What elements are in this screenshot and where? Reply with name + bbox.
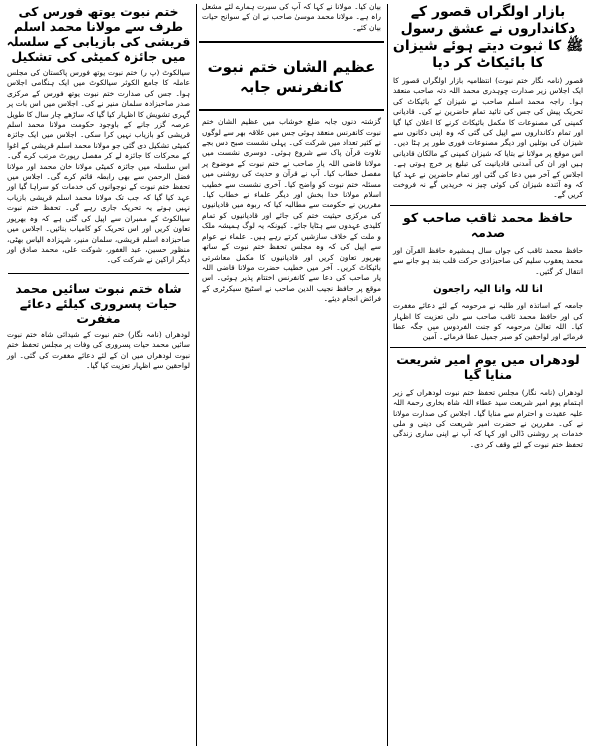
middle-column — [199, 0, 384, 750]
conference-headline: عظیم الشان ختم نبوت کانفرنس جابہ — [207, 58, 376, 97]
prayer-headline: شاہ ختم نبوت سائیں محمد حیات پسروری کیلئے دعائے مغفرت — [15, 280, 182, 326]
column-rule — [196, 4, 197, 746]
youth-force-headline: ختم نبوت یوتھ فورس کی طرف سے مولانا محمد اسلم قریشی کی بازیابی کے سلسلہ میں جائزہ کمیٹی کی تشکیل — [6, 4, 191, 64]
article-body: جامعہ کے اساتذہ اور طلبہ نے مرحومہ کے لئے دعائے مغفرت کی اور حافظ محمد ثاقب صاحب سے دلی تعزیت کا اظہار کیا۔ اللہ تعالیٰ مرحومہ کو جنت الفردوس میں جگہ عطا فرمائے اور لواحقین کو صبر جمیل عطا فرمائے۔ آمین — [393, 301, 583, 342]
column-rule — [387, 4, 388, 746]
article-body: سیالکوٹ (پ ر) ختم نبوت یوتھ فورس پاکستان کی مجلس عاملہ کا جامع الکوثر سیالکوٹ میں ایک ہنگامی اجلاس ہوا۔ جس کی صدارت ختم نبوت یوتھ فورس کے مرکزی صدر صاحبزادہ سلمان منیر نے کی۔ اجلاس میں اس بات پر گہری تشویش کا اظہار کیا گیا کہ ساڑھے چار سال کا طویل عرصہ گزر جانے کے باوجود حکومت مولانا محمد اسلم قریشی کو بازیاب نہیں کرا سکی۔ اجلاس میں ایک جائزہ کمیٹی تشکیل دی گئی جو مولانا محمد اسلم قریشی کے اغوا کے محرکات کا جائزہ لے کر مفصل رپورٹ مرتب کرے گی۔ اس سلسلہ میں جائزہ کمیٹی مولانا خان محمد اور مولانا فضل الرحمن سے بھی رابطہ قائم کرے گی۔ اجلاس میں تحفظ ختم نبوت کے نوجوانوں کی خدمات کو سراہا گیا اور عہد کیا گیا کہ جب تک مولانا محمد اسلم قریشی بازیاب نہیں ہوتے یہ تحریک جاری رہے گی۔ تحفظ ختم نبوت سیالکوٹ کے ممبران سے اپیل کی گئی ہے کہ وہ بھرپور تعاون کریں اور اس تحریک کو کامیاب بنائیں۔ اجلاس میں صاحبزادہ اسلم قریشی، سلمان منیر، شہزادہ الیاس بھٹی، منظور حسین، عبد الغفور، شوکت علی، محمد صادق اور دیگر اراکین نے شرکت کی۔ — [7, 68, 190, 265]
shezan-boycott-article — [390, 74, 586, 205]
article-body: لودھراں (نامہ نگار) ختم نبوت کے شیدائی شاہ ختم نبوت سائیں محمد حیات پسروری کی وفات پر مجلس تحفظ ختم نبوت لودھراں میں ان کے لئے دعائے مغفرت کی گئی۔ اور لواحقین سے اظہار تعزیت کیا گیا۔ — [7, 329, 190, 370]
article-body: گزشتہ دنوں جابہ ضلع خوشاب میں عظیم الشان ختم نبوت کانفرنس منعقد ہوئی جس میں علاقہ بھر سے لوگوں نے کثیر تعداد میں شرکت کی۔ پہلی نشست صبح دس بجے تلاوت قرآن پاک سے شروع ہوئی۔ دوسری نشست میں مولانا قاضی اللہ یار صاحب نے ختم نبوت کے موضوع پر مفصل خطاب کیا۔ آپ نے قرآن و حدیث کی روشنی میں مسئلہ ختم نبوت کو واضح کیا۔ آخری نشست سے خطیب اسلام مولانا خدا بخش اور دیگر علماء نے خطاب کیا۔ مقررین نے حکومت سے مطالبہ کیا کہ ربوہ میں قادیانیوں کی مرکزی حیثیت ختم کی جائے اور قادیانیوں کو تمام کلیدی عہدوں سے ہٹایا جائے۔ کیونکہ یہ لوگ ہمیشہ ملک و ملت کے خلاف سازشیں کرتے رہے ہیں۔ علماء نے عوام سے اپیل کی کہ وہ مجلس تحفظ ختم نبوت کے ساتھ بھرپور تعاون کریں اور قادیانیوں کا مکمل معاشرتی بائیکاٹ کریں۔ آخر میں خطیب حضرت مولانا قاضی اللہ یار صاحب کی دعا سے کانفرنس اختتام پذیر ہوئی۔ اس موقع پر حافظ نجیب الدین صاحب نے اسٹیج سیکرٹری کے فرائض انجام دیئے۔ — [202, 117, 381, 304]
prayer-article — [4, 328, 193, 376]
right-column — [390, 0, 586, 750]
shezan-boycott-headline: بازار اولگراں قصور کے دکانداروں نے عشق رسول ﷺ کا ثبوت دیتے ہوئے شیزان کا بائیکاٹ کر دیا — [392, 4, 584, 71]
conference-article — [199, 115, 384, 308]
lodhran-article — [390, 386, 586, 454]
lodhran-headline: لودھراں میں یوم امیر شریعت منایا گیا — [390, 347, 586, 386]
conference-headline-box — [199, 41, 384, 111]
left-column — [4, 0, 193, 750]
article-body: بیان کیا۔ مولانا نے کہا کہ آپ کی سیرت ہمارے لئے مشعل راہ ہے۔ مولانا محمد موسیٰ صاحب نے ان کے سوانح حیات بیان کئے۔ — [202, 2, 381, 32]
continued-article — [199, 0, 384, 37]
article-body: حافظ محمد ثاقب کی جواں سال ہمشیرہ حافظ القرآن اور محمد یعقوب سلیم کی صاحبزادی حرکت قلب بند ہو جانے سے انتقال کر گئیں۔ — [393, 245, 583, 276]
article-body: لودھراں (نامہ نگار) مجلس تحفظ ختم نبوت لودھراں کے زیر اہتمام یوم امیر شریعت سید عطاء اللہ شاہ بخاری رحمۃ اللہ علیہ عقیدت و احترام سے منایا گیا۔ اجلاس کی صدارت مولانا نے کی۔ مقررین نے حضرت امیر شریعت کی دینی و ملی خدمات پر روشنی ڈالی اور کہا کہ آپ نے اپنی ساری زندگی تحفظ ختم نبوت کے لئے وقف کر دی۔ — [393, 387, 583, 449]
obituary-headline: حافظ محمد ثاقب صاحب کو صدمہ — [390, 205, 586, 244]
inna-lillah-line: انا للہ وانا الیہ راجعون — [433, 284, 543, 296]
obituary-article — [390, 244, 586, 281]
article-body: قصور (نامہ نگار ختم نبوت) انتظامیہ بازار اولگراں قصور کا ایک اجلاس زیر صدارت چوہدری محمد اللہ دتہ صاحب منعقد ہوا۔ راجہ محمد اسلم صاحب نے شیزان کے بائیکاٹ کی تحریک پیش کی جس کی تائید تمام حاضرین نے کی۔ قادیانی کمپنی کی مصنوعات کا مکمل بائیکاٹ کرنے کا اعلان کیا گیا اور تمام دکانداروں سے اپیل کی گئی کہ وہ اپنی دکانوں سے شیزان کی بوتلیں اور دیگر مصنوعات فوری طور پر ہٹا دیں۔ اس موقع پر مولانا نے بتایا کہ شیزان کمپنی کے مالکان قادیانی ہیں اور ان کی آمدنی قادیانیت کی تبلیغ پر خرچ ہوتی ہے۔ اجلاس کے آخر میں دعا کی گئی اور تمام حاضرین نے عہد کیا کہ وہ آئندہ شیزان کی کوئی چیز نہ خریدیں گے نہ فروخت کریں گے۔ — [393, 76, 583, 200]
youth-force-article — [4, 66, 193, 270]
obituary-article-continued — [390, 299, 586, 347]
section-divider — [8, 273, 189, 274]
